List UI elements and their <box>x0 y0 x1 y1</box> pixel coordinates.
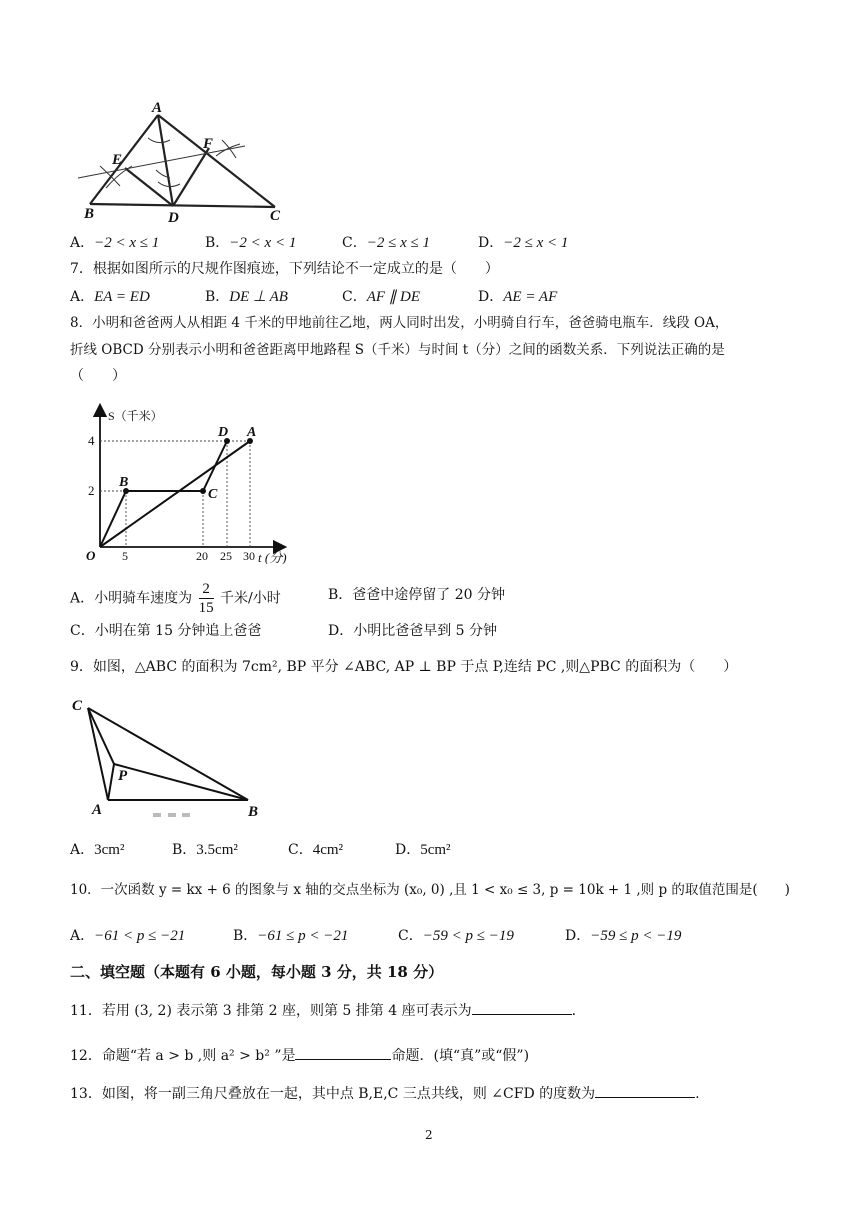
smudge <box>153 813 161 817</box>
label-d: D <box>218 425 229 440</box>
q8-graph <box>82 402 312 564</box>
smudge <box>168 813 176 817</box>
segment-ca <box>88 708 108 800</box>
answer-blank[interactable] <box>472 1000 572 1015</box>
answer-blank[interactable] <box>595 1083 695 1098</box>
q10-option-c[interactable]: C．−59 < p ≤ −19 <box>398 928 514 944</box>
q6-option-c[interactable]: C．−2 ≤ x ≤ 1 <box>342 235 430 251</box>
segment-cb <box>88 708 248 800</box>
label-c: C <box>72 698 83 714</box>
y-tick-2: 2 <box>88 483 95 498</box>
q10-option-d[interactable]: D．−59 ≤ p < −19 <box>565 928 682 944</box>
point-c <box>200 488 206 494</box>
q7-option-c[interactable]: C．AF ∥ DE <box>342 289 421 305</box>
q13: 13．如图，将一副三角尺叠放在一起，其中点 B,E,C 三点共线，则 ∠CFD 的度数为 . <box>70 1083 700 1104</box>
q8-option-a[interactable]: A．小明骑车速度为 $\frac{2}{15}$ 千米/小时 <box>70 581 281 616</box>
q9-option-d[interactable]: D．5cm² <box>395 842 451 858</box>
q9-stem: 9．如图，△ABC 的面积为 7cm², BP 平分 ∠ABC, AP ⊥ BP 于点 P,连结 PC ,则△PBC 的面积为（ ） <box>70 659 738 675</box>
fraction: $\frac{2}{15}$ <box>198 581 214 616</box>
x-tick-30: 30 <box>243 549 255 563</box>
label-c: C <box>208 487 218 502</box>
line-oa <box>100 441 250 547</box>
y-tick-4: 4 <box>88 433 95 448</box>
q8-option-c[interactable]: C．小明在第 15 分钟追上爸爸 <box>70 623 262 639</box>
smudge <box>182 813 190 817</box>
label-e: E <box>112 152 123 168</box>
label-a: A <box>92 802 103 818</box>
q12: 12．命题“若 a > b ,则 a² > b² ”是 命题．(填“真”或“假”) <box>70 1045 529 1066</box>
label-b: B <box>248 804 259 820</box>
x-tick-20: 20 <box>196 549 208 563</box>
q8-stem-line3: （ ） <box>70 368 126 384</box>
segment-ed <box>125 168 173 206</box>
x-axis-label: t (分) <box>258 550 287 564</box>
q7-figure <box>70 100 300 225</box>
arc-mark <box>216 144 240 156</box>
answer-blank[interactable] <box>295 1045 391 1060</box>
q10-stem: 10．一次函数 y = kx + 6 的图象与 x 轴的交点坐标为 (x₀, 0) ,且 1 < x₀ ≤ 3, p = 10k + 1 ,则 p 的取值范围是( ) <box>70 882 790 898</box>
x-tick-25: 25 <box>220 549 232 563</box>
q9-option-b[interactable]: B．3.5cm² <box>172 842 238 858</box>
q8-option-b[interactable]: B．爸爸中途停留了 20 分钟 <box>328 587 506 603</box>
q7-option-a[interactable]: A．EA = ED <box>70 289 150 305</box>
segment-ab <box>90 115 158 204</box>
q8-stem-line1: 8．小明和爸爸两人从相距 4 千米的甲地前往乙地，两人同时出发，小明骑自行车，爸爸骑电瓶车．线段 OA， <box>70 315 729 331</box>
q8-option-d[interactable]: D．小明比爸爸早到 5 分钟 <box>328 623 498 639</box>
label-f: F <box>203 136 214 152</box>
y-axis-label: S（千米） <box>108 409 163 423</box>
arc-mark <box>148 138 170 143</box>
q10-option-a[interactable]: A．−61 < p ≤ −21 <box>70 928 186 944</box>
label-a: A <box>247 425 257 440</box>
q7-stem: 7．根据如图所示的尺规作图痕迹，下列结论不一定成立的是（ ） <box>70 261 499 277</box>
label-b: B <box>84 206 95 222</box>
q8-stem-line2: 折线 OBCD 分别表示小明和爸爸距离甲地路程 S（千米）与时间 t（分）之间的函数关系．下列说法正确的是 <box>70 342 725 358</box>
q9-figure <box>68 696 268 822</box>
page-number: 2 <box>425 1128 433 1142</box>
label-d: D <box>168 210 179 225</box>
q10-option-b[interactable]: B．−61 ≤ p < −21 <box>233 928 349 944</box>
label-p: P <box>118 768 128 784</box>
x-tick-5: 5 <box>122 549 128 563</box>
q11: 11．若用 (3, 2) 表示第 3 排第 2 座，则第 5 排第 4 座可表示为 . <box>70 1000 576 1021</box>
q6-option-d[interactable]: D．−2 ≤ x < 1 <box>478 235 569 251</box>
segment-pb <box>114 764 248 800</box>
origin-label: O <box>86 548 96 563</box>
q6-option-b[interactable]: B．−2 < x < 1 <box>205 235 297 251</box>
perpendicular-bisector <box>78 146 245 178</box>
q9-option-c[interactable]: C．4cm² <box>288 842 344 858</box>
section-heading: 二、填空题（本题有 6 小题，每小题 3 分，共 18 分） <box>70 963 444 981</box>
q7-option-b[interactable]: B．DE ⊥ AB <box>205 289 288 305</box>
segment-ap <box>108 764 114 800</box>
label-a: A <box>152 100 163 116</box>
segment-ac <box>158 115 275 207</box>
label-b: B <box>119 475 129 490</box>
q7-option-d[interactable]: D．AE = AF <box>478 289 558 305</box>
q6-option-a[interactable]: A．−2 < x ≤ 1 <box>70 235 160 251</box>
segment-bc <box>90 204 275 207</box>
q9-option-a[interactable]: A．3cm² <box>70 842 125 858</box>
label-c: C <box>270 208 281 224</box>
